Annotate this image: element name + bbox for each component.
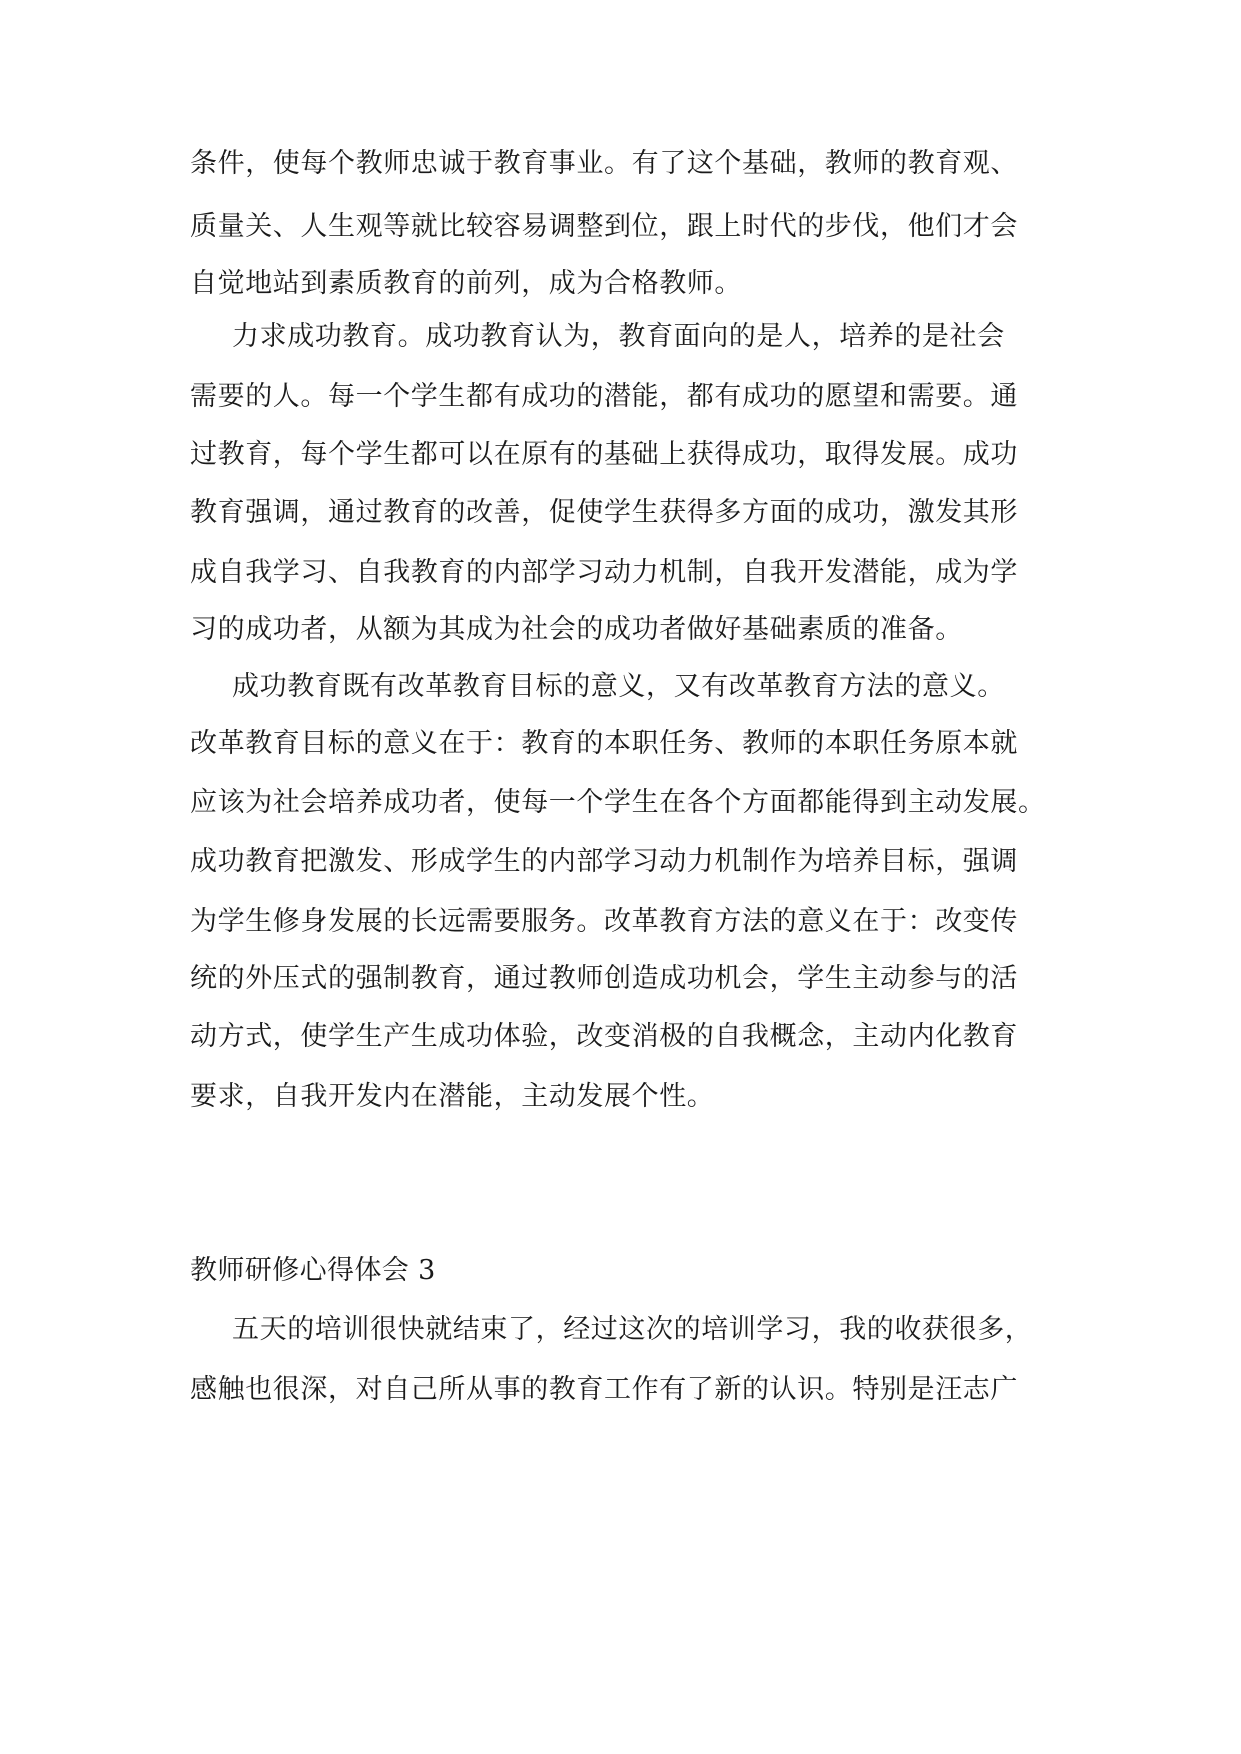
- section-heading: 教师研修心得体会 3: [190, 1255, 436, 1286]
- text-line: 五天的培训很快就结束了，经过这次的培训学习，我的收获很多，: [232, 1314, 1033, 1345]
- text-line: 力求成功教育。成功教育认为，教育面向的是人，培养的是社会: [232, 321, 1005, 352]
- text-line: 质量关、人生观等就比较容易调整到位，跟上时代的步伐，他们才会: [190, 211, 1018, 242]
- text-line: 需要的人。每一个学生都有成功的潜能，都有成功的愿望和需要。通: [190, 381, 1018, 412]
- text-line: 成功教育把激发、形成学生的内部学习动力机制作为培养目标，强调: [190, 846, 1018, 877]
- text-line: 要求，自我开发内在潜能，主动发展个性。: [190, 1081, 715, 1112]
- text-line: 成自我学习、自我教育的内部学习动力机制，自我开发潜能，成为学: [190, 557, 1018, 588]
- text-line: 统的外压式的强制教育，通过教师创造成功机会，学生主动参与的活: [190, 963, 1018, 994]
- text-line: 条件，使每个教师忠诚于教育事业。有了这个基础，教师的教育观、: [190, 148, 1018, 179]
- text-line: 自觉地站到素质教育的前列，成为合格教师。: [190, 268, 742, 299]
- text-line: 教育强调，通过教育的改善，促使学生获得多方面的成功，激发其形: [190, 497, 1018, 528]
- text-line: 习的成功者，从额为其成为社会的成功者做好基础素质的准备。: [190, 614, 963, 645]
- text-line: 感触也很深，对自己所从事的教育工作有了新的认识。特别是汪志广: [190, 1374, 1018, 1405]
- text-line: 动方式，使学生产生成功体验，改变消极的自我概念，主动内化教育: [190, 1021, 1018, 1052]
- text-line: 为学生修身发展的长远需要服务。改革教育方法的意义在于：改变传: [190, 906, 1018, 937]
- text-line: 应该为社会培养成功者，使每一个学生在各个方面都能得到主动发展。: [190, 787, 1046, 818]
- text-line: 过教育，每个学生都可以在原有的基础上获得成功，取得发展。成功: [190, 439, 1018, 470]
- text-line: 改革教育目标的意义在于：教育的本职任务、教师的本职任务原本就: [190, 728, 1018, 759]
- text-line: 成功教育既有改革教育目标的意义，又有改革教育方法的意义。: [232, 671, 1005, 702]
